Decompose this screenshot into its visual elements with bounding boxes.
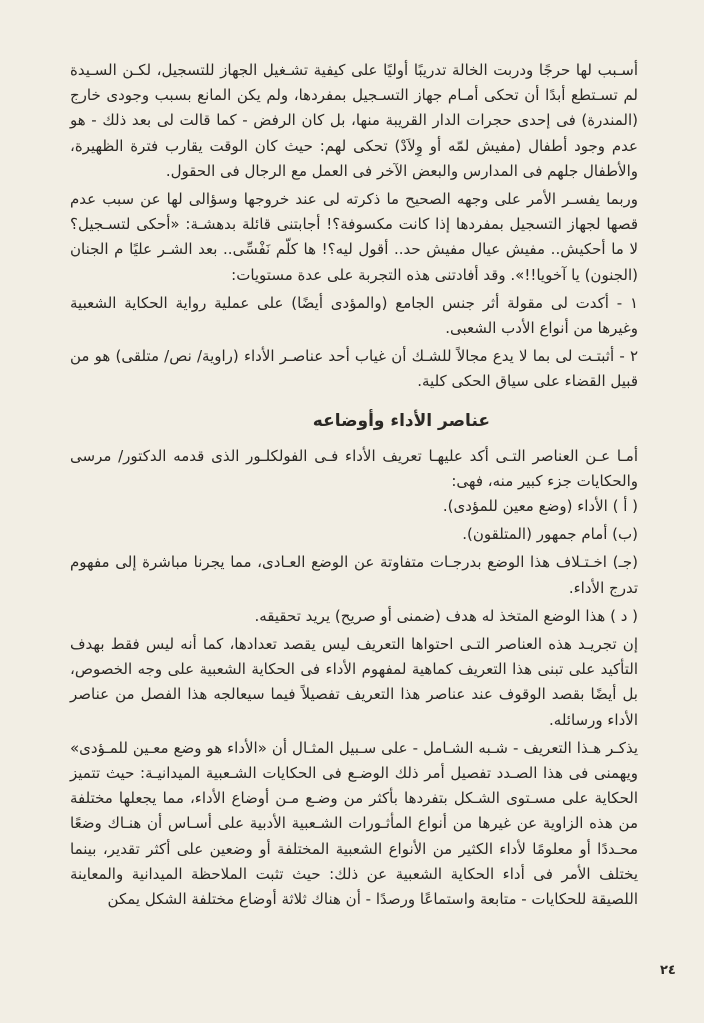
paragraph-7: يذكـر هـذا التعريف - شـبه الشـامل - على سـبيل المثـال أن «الأداء هو وضع معـين للمـؤدى» ويهمنى فى هذا الصـدد تفصيل أمر ذلك الوضـع فى الحكايات الشـعبية الميدانيـة: حيث تتميز الحكاية على مسـتوى الشـكل بتفردها بأكثر من وضـع مـن أوضاع الأداء، مما يجعلها مختلفة من هذه الزاوية عن غيرها من أنواع المأثـورات الشـعبية الأدبية على أسـاس أن هنـاك وضعًا محـددًا أو معلومًا لأداء الكثير من الأنواع الشعبية المختلفة أو وضعين على أكثر تقدير، بينما يختلف الأمر فى أداء الحكاية الشعبية عن ذلك: حيث تثبت الملاحظة الميدانية والمعاينة اللصيقة للحكايات - متابعة واستماعًا ورصدًا - أن هناك ثلاثة أوضاع مختلفة الشكل يمكن — [70, 738, 638, 909]
list-item: ( د ) هذا الوضع المتخذ له هدف (ضمنى أو صريح) يريد تحقيقه. — [254, 606, 638, 625]
list-item: (جـ) اخـتـلاف هذا الوضع بدرجـات متفاوتة عن الوضع العـادى، مما يجرنا مباشرة إلى مفهوم تدرج الأداء. — [70, 553, 638, 597]
paragraph-6: إن تجريـد هذه العناصر التـى احتواها التعريف ليس يقصد تعدادها، كما أنه ليس فقط بهدف التأكيد على تبنى هذا التعريف كماهية لمفهوم الأداء فى الحكاية الشعبية على وجه الخصوص، بل أيضًا بقصد الوقوف عند عناصر هذا التعريف تفصيلاً فيما سيعالجه هذا الفصل من عناصر الأداء ورسائله. — [70, 635, 638, 729]
paragraph-1: أسـبب لها حرجًا ودربت الخالة تدريبًا أوليًا على كيفية تشـغيل الجهاز للتسجيل، لكـن السـيدة لم تسـتطع أبدًا أن تحكى أمـام جهاز التسـجيل بمفردها، ولم يكن المانع بسبب وجودى خارج (المندرة) فى إحدى حجرات الدار القريبة منها، بل كان الرفض - كما قالت لى بعد ذلك - هو عدم وجود أطفال (مفيش لمّه أو وِلاَدْ) تحكى لهم: حيث كان الوقت يقارب فترة الظهيرة، والأطفال جلهم فى المدارس والبعض الآخر فى العمل مع الرجال فى الحقول. — [70, 61, 638, 180]
page-body — [70, 58, 638, 958]
paragraph-5: أمـا عـن العناصر التـى أكد عليهـا تعريف الأداء فـى الفولكلـور الذى قدمه الدكتور/ مرسى والحكايات جزء كبير منه، فهى: — [70, 446, 638, 490]
list-item: (ب) أمام جمهور (المتلقون). — [462, 525, 638, 544]
list-item: ( أ ) الأداء (وضع معين للمؤدى). — [442, 497, 638, 516]
section-heading: عناصر الأداء وأوضاعه — [312, 410, 490, 431]
page-number: ٢٤ — [660, 963, 676, 978]
paragraph-2: وربما يفسـر الأمر على وجهه الصحيح ما ذكرته لى عند خروجها وسؤالى لها عن سبب عدم قصها لجهاز التسجيل بمفردها إذا كانت مكسوفة؟! أجابتنى قائلة بدهشـة: «أحكى لتسـجيل؟ لا ما أحكيش.. مفيش عيال مفيش حد.. أقول ليه؟! ها كلّم نَفْسِّى.. بعد الشـر عليًا م الجنان (الجنون) يا آخويا!!». وقد أفادتنى هذه التجربة على عدة مستويات: — [70, 190, 638, 284]
paragraph-3: ١ - أكدت لى مقولة أثر جنس الجامع (والمؤدى أيضًا) على عملية رواية الحكاية الشعبية وغيرها من أنواع الأدب الشعبى. — [70, 293, 638, 338]
paragraph-4: ٢ - أثبتـت لى بما لا يدع مجالاً للشـك أن غياب أحد عناصـر الأداء (راوية/ نص/ متلقى) هو من قبيل القضاء على سياق الحكى كلية. — [70, 347, 638, 391]
performance-elements-list — [70, 494, 638, 629]
